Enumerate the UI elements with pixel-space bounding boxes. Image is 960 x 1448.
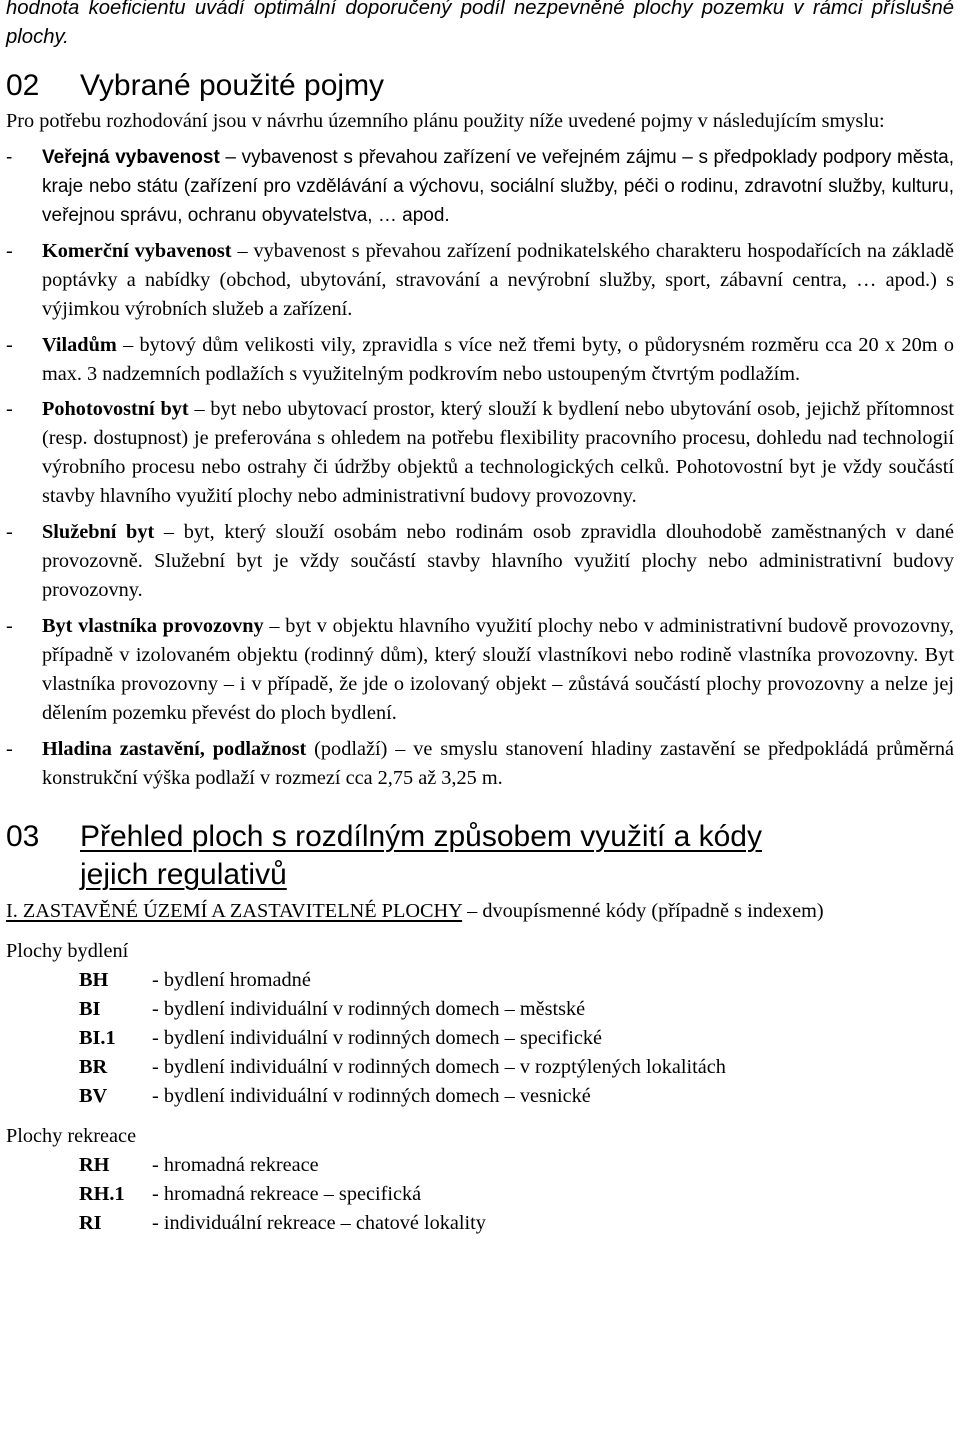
zone-code: RI	[79, 1211, 102, 1234]
code-row	[6, 1053, 954, 1082]
definition-body: – vybavenost s převahou zařízení podnikatelského charakteru hospodařících na základě poptávky a nabídky (obchod, ubytování, stravování a nevýrobní služby, sport, zábavní centra, … apod.) s výjimkou výrobních služeb a zařízení.	[42, 239, 955, 320]
zone-description: - bydlení individuální v rodinných domech – specifické	[152, 1026, 603, 1049]
zone-code: RH.1	[79, 1182, 125, 1205]
definition-item	[6, 237, 954, 324]
zone-description: - bydlení individuální v rodinných domech – vesnické	[152, 1084, 591, 1107]
zone-subheading-underlined: I. ZASTAVĚNÉ ÚZEMÍ A ZASTAVITELNÉ PLOCHY	[6, 899, 463, 922]
list-dash: -	[6, 239, 13, 262]
group-title: Plochy rekreace	[6, 1124, 137, 1147]
section-03-number: 03	[6, 819, 40, 853]
definition-item	[6, 518, 954, 605]
list-dash: -	[6, 521, 13, 544]
list-dash: -	[6, 398, 13, 421]
definition-item	[6, 735, 954, 793]
document-page	[6, 0, 954, 1238]
zone-description: - hromadná rekreace	[152, 1153, 319, 1176]
section-02-lead: Pro potřebu rozhodování jsou v návrhu územního plánu použity níže uvedené pojmy v následujícím smyslu:	[6, 110, 885, 132]
zone-description: - bydlení individuální v rodinných domech – městské	[152, 997, 586, 1020]
section-03-heading	[6, 818, 954, 895]
code-group-rekreace	[6, 1122, 954, 1238]
zone-subheading-rest: – dvoupísmenné kódy (případně s indexem)	[462, 899, 824, 922]
definition-term: Viladům	[42, 333, 117, 356]
section-02-title: Vybrané použité pojmy	[80, 69, 385, 102]
zone-description: - bydlení hromadné	[152, 968, 311, 991]
definition-body: – byt v objektu hlavního využití plochy nebo v administrativní budově provozovny, případně v izolovaném objektu (rodinný dům), který slouží vlastníkovi nebo rodině vlastníka provozovny. Byt vlastníka provozovny – i v případě, že jde o izolovaný objekt – zůstává součástí plochy provozovny a nelze jej dělením pozemku převést do ploch bydlení.	[42, 614, 954, 724]
definition-text	[42, 237, 954, 324]
definition-term: Hladina zastavění, podlažnost	[42, 737, 307, 760]
group-title: Plochy bydlení	[6, 939, 129, 962]
zone-code: BI.1	[79, 1026, 116, 1049]
zone-description: - individuální rekreace – chatové lokality	[152, 1211, 486, 1234]
zone-description: - bydlení individuální v rodinných domech – v rozptýlených lokalitách	[152, 1055, 726, 1078]
definition-text	[42, 612, 954, 728]
definition-text	[42, 395, 954, 511]
zone-code: BR	[79, 1055, 108, 1078]
code-row	[6, 966, 954, 995]
code-row	[6, 995, 954, 1024]
zone-code: BV	[79, 1084, 108, 1107]
definition-body: (podlaží) – ve smyslu stanovení hladiny zastavění se předpokládá průměrná konstrukční výška podlaží v rozmezí cca 2,75 až 3,25 m.	[42, 737, 954, 789]
code-group-bydleni	[6, 937, 954, 1111]
list-dash: -	[6, 737, 13, 760]
definition-text	[42, 518, 954, 605]
definition-item	[6, 612, 954, 728]
section-03-title-line2: jejich regulativů	[80, 858, 287, 892]
definition-body: – byt nebo ubytovací prostor, který slouží k bydlení nebo ubytování osob, jejichž přítomnost (resp. dostupnost) je preferována s ohledem na potřebu flexibility pracovního procesu, dohledu nad technologií výrobního procesu nebo ostrahy či údržby objektů a technologických celků. Pohotovostní byt je vždy součástí stavby hlavního využití plochy nebo administrativní budovy provozovny.	[42, 398, 954, 508]
section-02-number: 02	[6, 69, 40, 102]
code-row	[6, 1024, 954, 1053]
zone-code: BH	[79, 968, 109, 991]
definition-term: Pohotovostní byt	[42, 398, 189, 421]
list-dash: -	[6, 333, 13, 356]
section-02-heading	[6, 68, 954, 104]
code-row	[6, 1151, 954, 1180]
definition-body: – vybavenost s převahou zařízení ve veřejném zájmu – s předpoklady podpory města, kraje nebo státu (zařízení pro vzdělávání a výchovu, sociální služby, péči o rodinu, zdravotní služby, kulturu, veřejnou správu, ochranu obyvatelstva, … apod.	[42, 147, 954, 226]
definition-item	[6, 395, 954, 511]
definition-body: – bytový dům velikosti vily, zpravidla s více než třemi byty, o půdorysném rozměru cca 20 x 20m o max. 3 nadzemních podlažích s využitelným podkrovím nebo ustoupeným čtvrtým podlažím.	[42, 333, 954, 385]
zone-subheading	[6, 897, 954, 926]
definition-item	[6, 331, 954, 389]
code-row	[6, 1209, 954, 1238]
zone-description: - hromadná rekreace – specifická	[152, 1182, 422, 1205]
definition-item	[6, 143, 954, 230]
code-row	[6, 1180, 954, 1209]
code-row	[6, 1082, 954, 1111]
definition-text	[42, 735, 954, 793]
definition-term: Byt vlastníka provozovny	[42, 614, 264, 637]
zone-code: RH	[79, 1153, 110, 1176]
definition-term: Veřejná vybavenost	[42, 147, 220, 168]
definition-term: Komerční vybavenost	[42, 239, 232, 262]
definition-body: – byt, který slouží osobám nebo rodinám osob zpravidla dlouhodobě zaměstnaných v dané provozovně. Služební byt je vždy součástí stavby hlavního využití plochy nebo administrativní budovy provozovny.	[42, 521, 954, 602]
section-03-title	[80, 818, 762, 895]
definition-list	[6, 143, 954, 793]
list-dash: -	[6, 614, 13, 637]
definition-text	[42, 143, 954, 230]
zone-code: BI	[79, 997, 101, 1020]
definition-text	[42, 331, 954, 389]
list-dash: -	[6, 147, 13, 168]
definition-term: Služební byt	[42, 521, 155, 544]
section-03-title-line1: Přehled ploch s rozdílným způsobem využití a kódy	[80, 819, 762, 853]
intro-paragraph: hodnota koeficientu uvádí optimální doporučený podíl nezpevněné plochy pozemku v rámci příslušné plochy.	[6, 0, 954, 48]
